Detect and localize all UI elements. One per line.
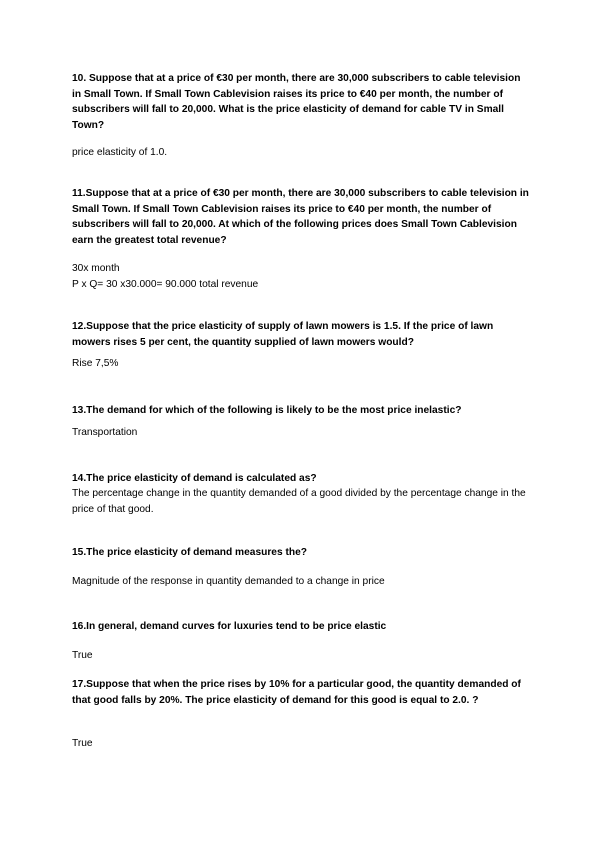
question-14: 14.The price elasticity of demand is calculated as? (72, 473, 317, 484)
answer-14: The percentage change in the quantity demanded of a good divided by the percentage change in the price of that good. (72, 488, 526, 515)
answer-10: price elasticity of 1.0. (72, 147, 168, 158)
question-16: 16.In general, demand curves for luxuries tend to be price elastic (72, 621, 387, 632)
answer-15: Magnitude of the response in quantity demanded to a change in price (72, 576, 385, 587)
answer-11: 30x month P x Q= 30 x30.000= 90.000 total revenue (72, 263, 259, 290)
answer-16: True (72, 650, 93, 661)
answer-17: True (72, 738, 93, 749)
question-15: 15.The price elasticity of demand measures the? (72, 547, 307, 558)
question-11: 11.Suppose that at a price of €30 per month, there are 30,000 subscribers to cable television in Small Town. If Small Town Cablevision raises its price to €40 per month, the number of subscribers will fall to 20,000. At which of the following prices does Small Town Cablevision earn the greatest total revenue? (72, 188, 529, 246)
answer-12: Rise 7,5% (72, 358, 119, 369)
question-12: 12.Suppose that the price elasticity of supply of lawn mowers is 1.5. If the price of lawn mowers rises 5 per cent, the quantity supplied of lawn mowers would? (72, 321, 494, 348)
answer-13: Transportation (72, 427, 138, 438)
question-13: 13.The demand for which of the following is likely to be the most price inelastic? (72, 405, 462, 416)
question-10: 10. Suppose that at a price of €30 per month, there are 30,000 subscribers to cable television in Small Town. If Small Town Cablevision raises its price to €40 per month, the number of subscribers will fall to 20,000. What is the price elasticity of demand for cable TV in Small Town? (72, 73, 521, 131)
question-17: 17.Suppose that when the price rises by 10% for a particular good, the quantity demanded of that good falls by 20%. The price elasticity of demand for this good is equal to 2.0. ? (72, 679, 521, 706)
